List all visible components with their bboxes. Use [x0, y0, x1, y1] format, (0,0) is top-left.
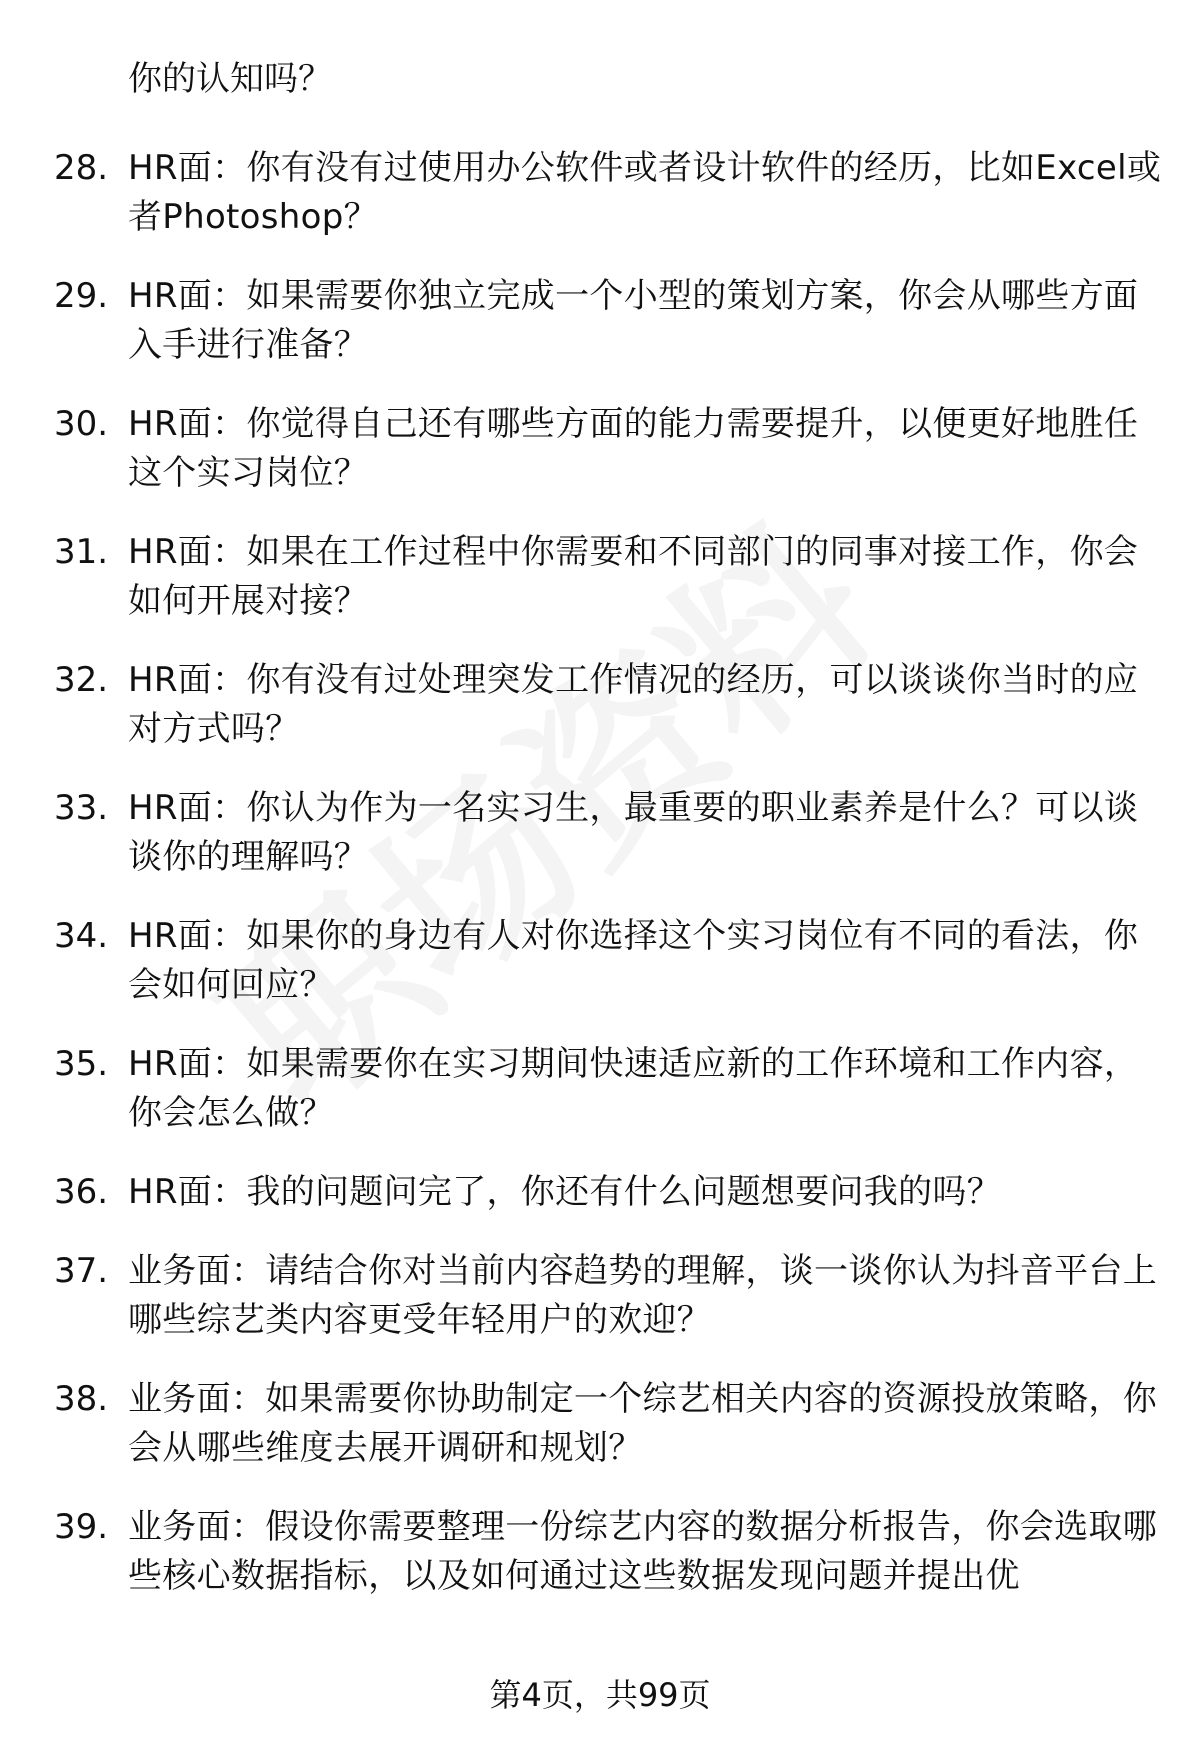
- question-item: [54, 400, 1164, 498]
- question-text: HR面：你有没有过处理突发工作情况的经历，可以谈谈你当时的应对方式吗？: [128, 660, 1139, 749]
- page-footer: 第4页，共99页: [489, 1676, 711, 1714]
- question-number: 32.: [54, 660, 109, 700]
- question-number: 29.: [54, 276, 109, 316]
- question-text: HR面：如果需要你独立完成一个小型的策划方案，你会从哪些方面入手进行准备？: [128, 276, 1139, 365]
- question-number: 37.: [54, 1251, 109, 1291]
- question-item: [54, 1503, 1164, 1601]
- question-item: [54, 144, 1164, 242]
- question-text: HR面：你有没有过使用办公软件或者设计软件的经历，比如Excel或者Photoshop？: [128, 148, 1162, 237]
- question-number: 28.: [54, 148, 109, 188]
- question-text: 业务面：请结合你对当前内容趋势的理解，谈一谈你认为抖音平台上哪些综艺类内容更受年轻用户的欢迎？: [128, 1251, 1157, 1340]
- question-number: 35.: [54, 1044, 109, 1084]
- question-text: HR面：你认为作为一名实习生，最重要的职业素养是什么？可以谈谈你的理解吗？: [128, 788, 1139, 877]
- question-text: HR面：你觉得自己还有哪些方面的能力需要提升，以便更好地胜任这个实习岗位？: [128, 404, 1139, 493]
- question-item: [54, 272, 1164, 370]
- question-number: 30.: [54, 404, 109, 444]
- question-text: HR面：我的问题问完了，你还有什么问题想要问我的吗？: [128, 1172, 1001, 1212]
- question-item: [54, 1040, 1164, 1138]
- question-item: [54, 1375, 1164, 1473]
- question-number: 34.: [54, 916, 109, 956]
- question-number: 36.: [54, 1172, 109, 1212]
- question-text: HR面：如果需要你在实习期间快速适应新的工作环境和工作内容，你会怎么做？: [128, 1044, 1139, 1133]
- question-number: 33.: [54, 788, 109, 828]
- question-item: [54, 1168, 1164, 1217]
- question-list: [54, 144, 1164, 1631]
- continuation-text: 你的认知吗？: [128, 59, 332, 99]
- question-number: 38.: [54, 1379, 109, 1419]
- question-item: [54, 1247, 1164, 1345]
- question-number: 39.: [54, 1507, 109, 1547]
- question-item: [54, 528, 1164, 626]
- question-item: [54, 656, 1164, 754]
- question-item: [54, 912, 1164, 1010]
- question-text: 业务面：如果需要你协助制定一个综艺相关内容的资源投放策略，你会从哪些维度去展开调研和规划？: [128, 1379, 1157, 1468]
- question-text: HR面：如果你的身边有人对你选择这个实习岗位有不同的看法，你会如何回应？: [128, 916, 1139, 1005]
- question-text: 业务面：假设你需要整理一份综艺内容的数据分析报告，你会选取哪些核心数据指标，以及如何通过这些数据发现问题并提出优: [128, 1507, 1157, 1596]
- question-text: HR面：如果在工作过程中你需要和不同部门的同事对接工作，你会如何开展对接？: [128, 532, 1139, 621]
- question-item: [54, 784, 1164, 882]
- question-number: 31.: [54, 532, 109, 572]
